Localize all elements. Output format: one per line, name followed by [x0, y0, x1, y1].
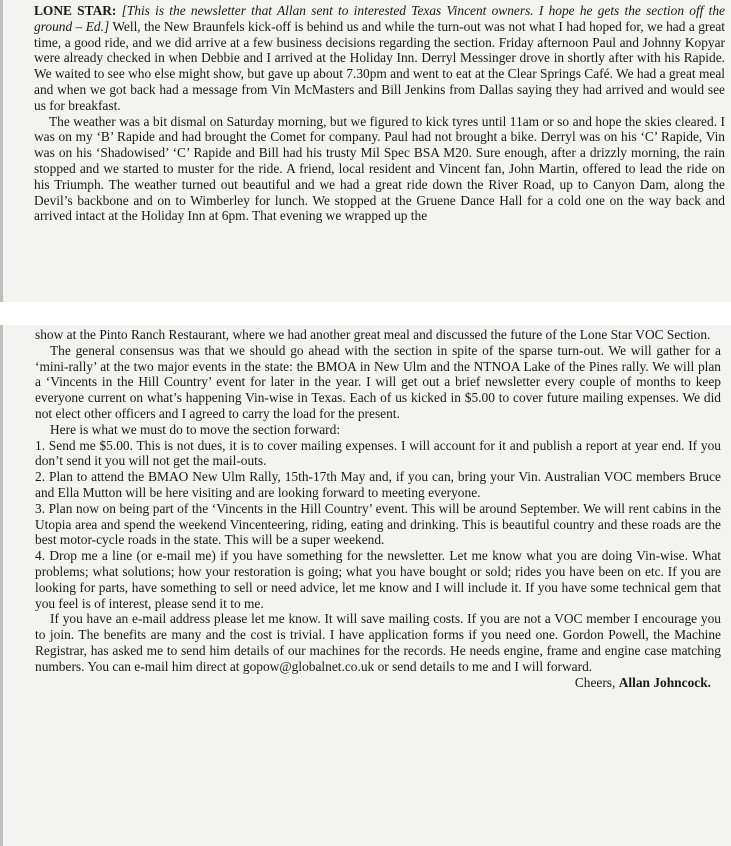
paragraph-1: Well, the New Braunfels kick-off is behind us and while the turn-out was not what I had hoped for, we had a great time, a good ride, and we did arrive at a few business decisions regarding the section. Friday afternoon Paul and Johnny Kopyar were already checked in when Debbie and I arrived at the Holiday Inn. Derryl Messinger drove in shortly after with his Rapide. We waited to see who else might show, but gave up about 7.30pm and went to eat at the Clear Springs Café. We had a great meal and when we got back had a message from Vin McMasters and Bill Jenkins from Dallas saying they had arrived and would see us for breakfast.: [34, 18, 725, 113]
panel-edge: [0, 0, 3, 302]
article-top-panel: [0, 0, 731, 302]
article-bottom-panel: [0, 325, 731, 846]
closing: Cheers,: [574, 674, 616, 690]
section-heading: LONE STAR:: [34, 3, 117, 18]
paragraph-5: Here is what we must do to move the section forward:: [50, 421, 341, 437]
intro-paragraph: [34, 3, 725, 114]
list-item-3: 3. Plan now on being part of the ‘Vincents in the Hill Country’ event. This will be around September. We will rent cabins in the Utopia area and spend the weekend Vincenteering, riding, eating and drinking. This is beautiful country and these roads are the best motor-cycle roads in the state. This will be a super weekend.: [35, 500, 721, 548]
list-item-4: 4. Drop me a line (or e-mail me) if you have something for the newsletter. Let me know what you are doing Vin-wise. What problems; what solutions; how your restoration is going; what you have bought or sold; rides you have been on etc. If you are looking for parts, have something to sell or need advice, let me know and I will include it. If you have some technical gem that you feel is of interest, please send it to me.: [35, 548, 721, 611]
signoff: [35, 675, 711, 691]
paragraph-6: If you have an e-mail address please let me know. It will save mailing costs. If you are not a VOC member I encourage you to join. The benefits are many and the cost is trivial. I have application forms if you need one. Gordon Powell, the Machine Registrar, has asked me to send him details of our machines for the records. He needs engine, frame and engine case matching numbers. You can e-mail him direct at gopow@globalnet.co.uk or send details to me and I will forward.: [35, 611, 721, 674]
paragraph-2: The weather was a bit dismal on Saturday morning, but we figured to kick tyres until 11am or so and hope the skies cleared. I was on my ‘B’ Rapide and had brought the Comet for company. Paul had not brought a bike. Derryl was on his ‘C’ Rapide, Vin was on his ‘Shadowised’ ‘C’ Rapide and Bill had his trusty Mil Spec BSA M20. Sure enough, after a drizzly morning, the rain stopped and we started to muster for the ride. A friend, local resident and Vincent fan, John Martin, offered to lead the ride on his Triumph. The weather turned out beautiful and we had a great ride down the River Road, up to Canyon Dam, along the Devil’s backbone and on to Wimberley for lunch. We stopped at the Gruene Dance Hall for a cold one on the way back and arrived intact at the Holiday Inn at 6pm. That evening we wrapped up the: [34, 113, 725, 224]
paragraph-4: The general consensus was that we should go ahead with the section in spite of the sparse turn-out. We will gather for a ‘mini-rally’ at the two major events in the state: the BMOA in New Ulm and the NTNOA Lake of the Pines rally. We will plan a ‘Vincents in the Hill Country’ event for later in the year. I will get out a brief newsletter every couple of months to keep everyone current on what’s happening Vin-wise in Texas. Each of us kicked in $5.00 to cover future mailing expenses. We did not elect other officers and I agreed to carry the load for the present.: [35, 342, 721, 421]
list-item-2: 2. Plan to attend the BMAO New Ulm Rally, 15th-17th May and, if you can, bring your Vin. Australian VOC members Bruce and Ella Mutton will be here visiting and are looking forward to meeting everyone.: [35, 469, 721, 500]
panel-edge: [0, 325, 3, 846]
paragraph-3: show at the Pinto Ranch Restaurant, where we had another great meal and discussed the future of the Lone Star VOC Section.: [35, 327, 711, 342]
signature: Allan Johncock.: [618, 674, 711, 690]
editor-note: [This is the newsletter that Allan sent to interested Texas Vincent owners. I hope he gets the section off the ground – Ed.]: [34, 3, 725, 34]
list-item-1: 1. Send me $5.00. This is not dues, it is to cover mailing expenses. I will account for it and publish a report at year end. If you don’t send it you will not get the mail-outs.: [35, 437, 721, 469]
